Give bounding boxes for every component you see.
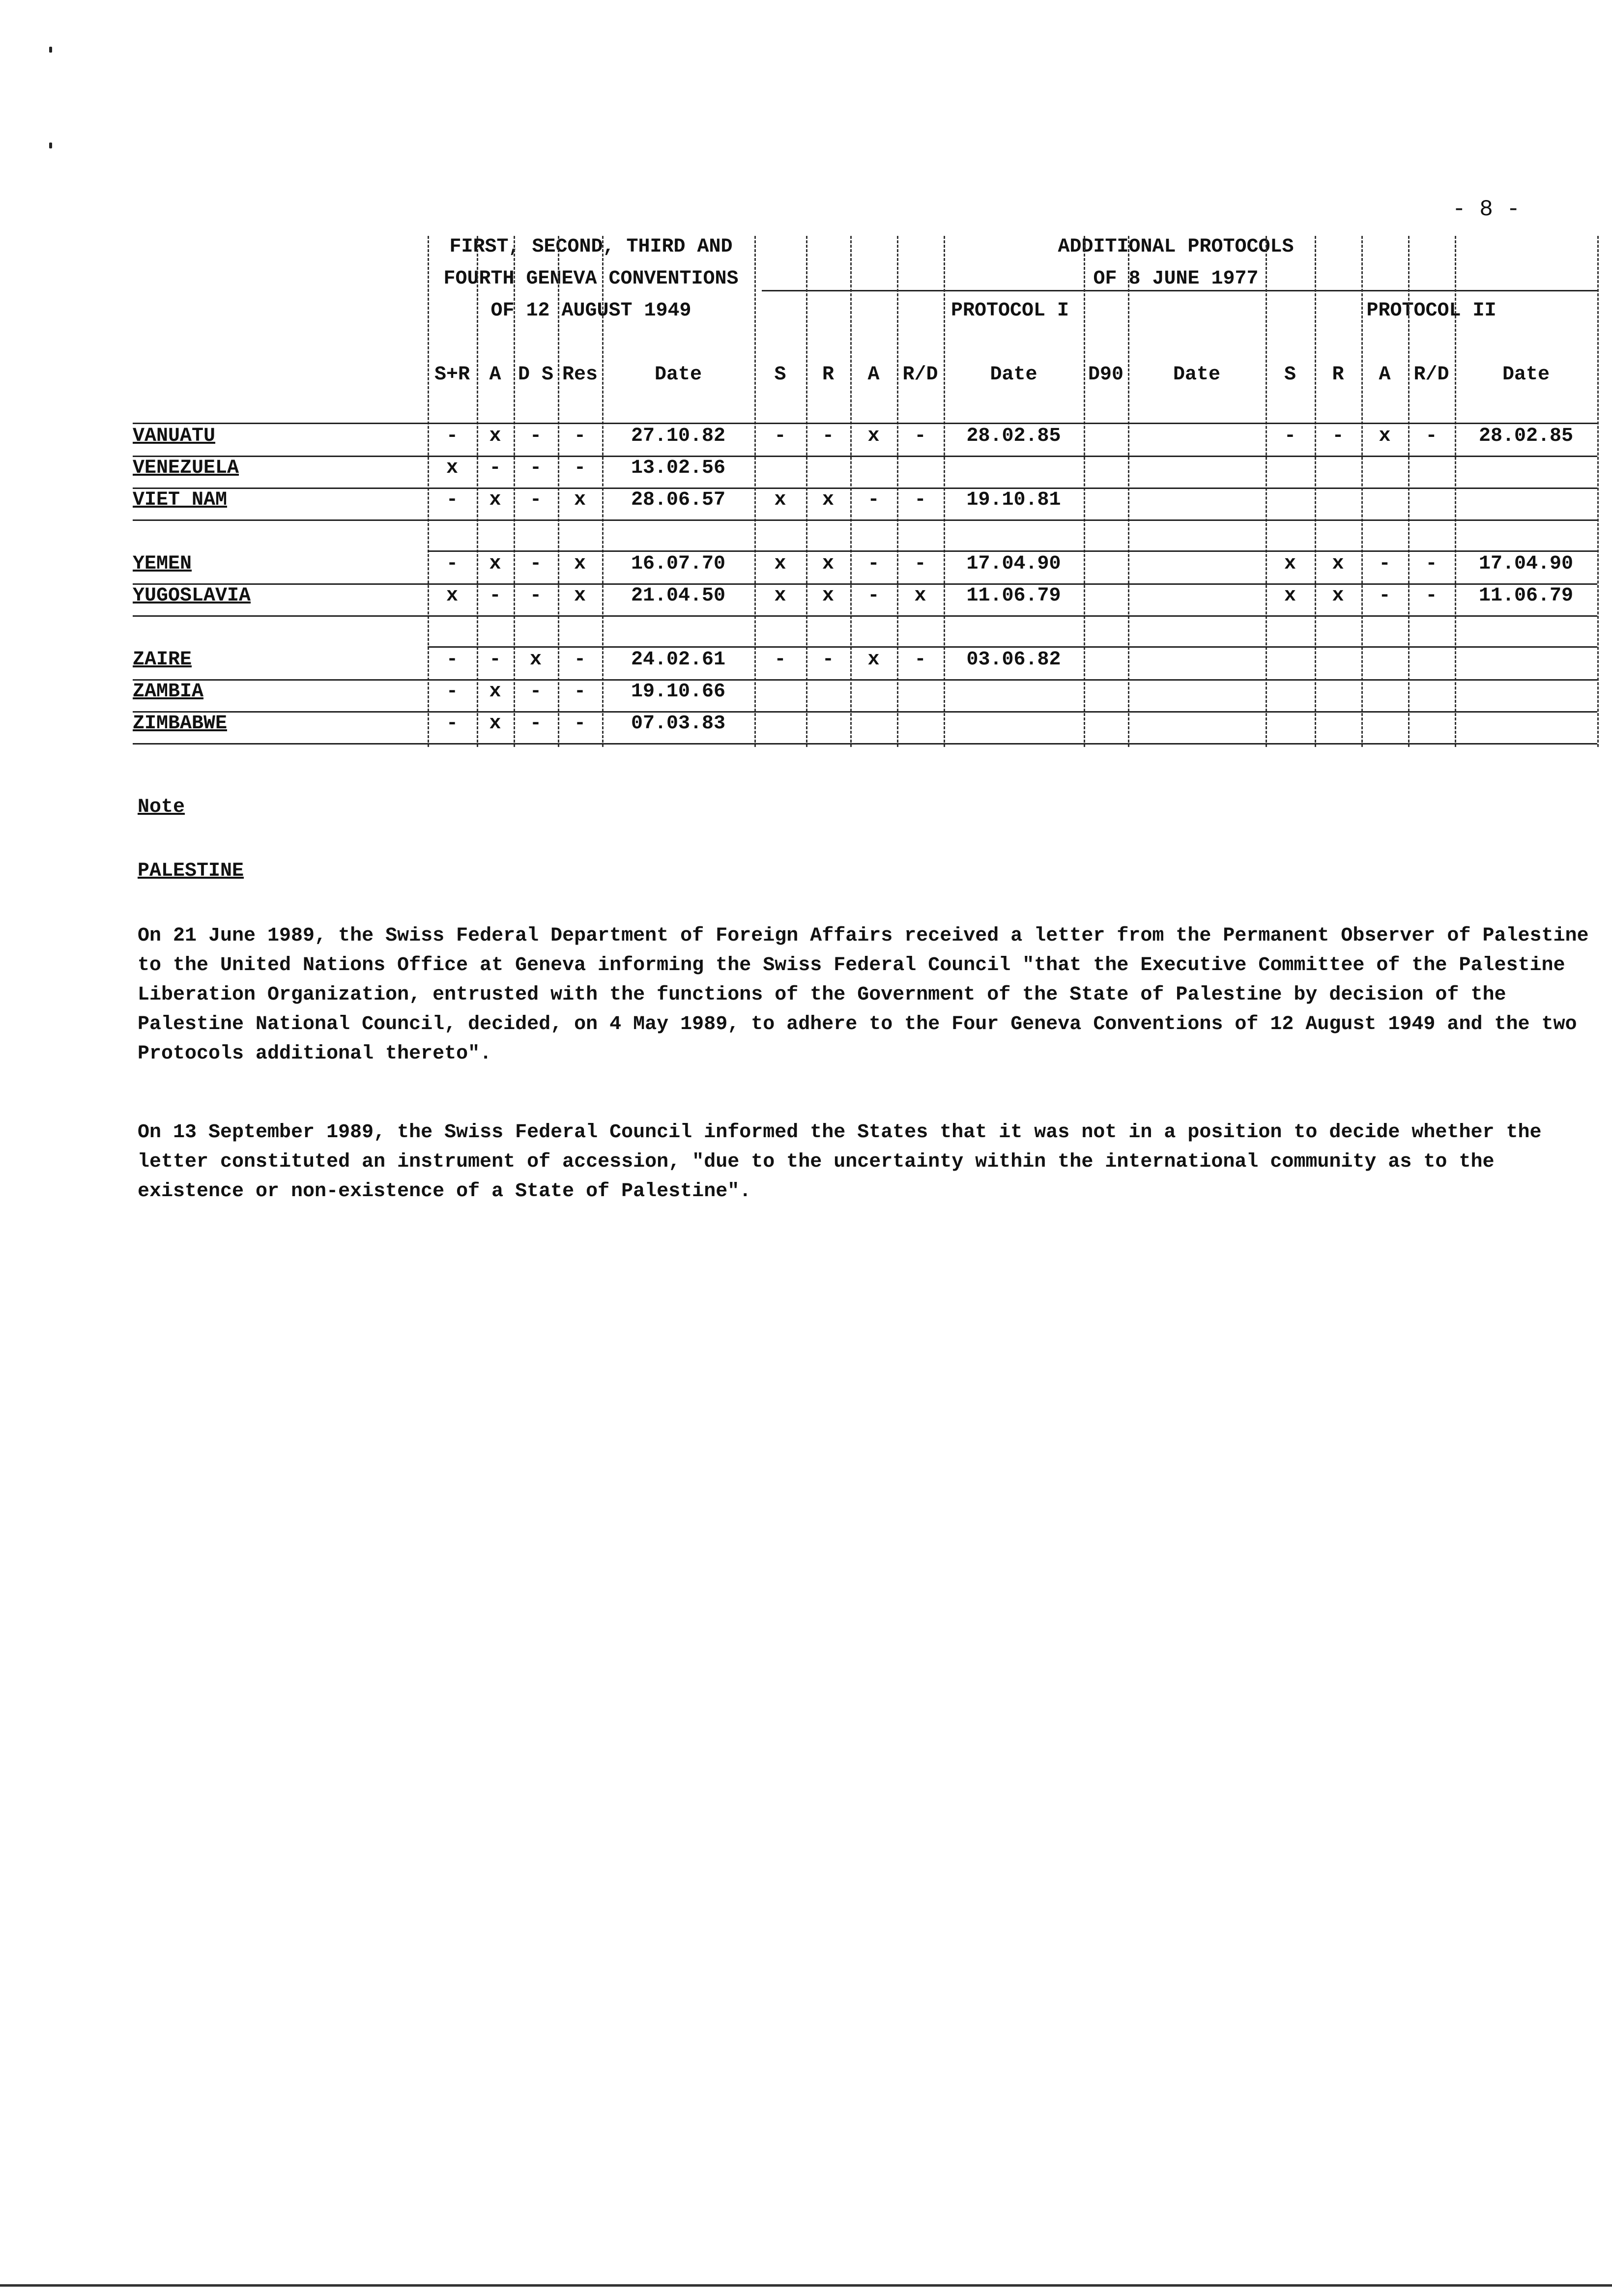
conventions-cell: - bbox=[446, 425, 458, 447]
conventions-cell: - bbox=[446, 713, 458, 735]
protocol-1-column-header: R bbox=[822, 364, 834, 386]
conventions-cell: x bbox=[489, 553, 501, 575]
protocol-2-header: PROTOCOL II bbox=[1366, 300, 1497, 322]
row-rule bbox=[133, 711, 1597, 713]
protocol-2-cell: x bbox=[1332, 553, 1344, 575]
column-separator bbox=[1266, 236, 1267, 747]
protocol-1-cell: - bbox=[914, 489, 926, 511]
protocol-1-cell: - bbox=[774, 649, 786, 671]
protocol-2-cell: - bbox=[1379, 553, 1391, 575]
protocol-1-column-header: D90 bbox=[1088, 364, 1123, 386]
row-rule bbox=[133, 615, 1597, 617]
protocol-1-cell: - bbox=[867, 585, 880, 607]
note-subject: PALESTINE bbox=[138, 860, 244, 882]
column-separator bbox=[1128, 236, 1129, 747]
conventions-cell: 19.10.66 bbox=[631, 681, 726, 703]
conventions-cell: - bbox=[529, 681, 542, 703]
conventions-cell: - bbox=[446, 649, 458, 671]
column-separator bbox=[1315, 236, 1316, 747]
country-name: ZAMBIA bbox=[133, 681, 204, 703]
row-rule bbox=[133, 456, 1597, 457]
protocol-1-cell: 19.10.81 bbox=[966, 489, 1061, 511]
bottom-rule bbox=[0, 2284, 1612, 2287]
conventions-header-line: FOURTH GENEVA CONVENTIONS bbox=[443, 268, 739, 290]
protocol-2-cell: - bbox=[1425, 585, 1438, 607]
conventions-column-header: Date bbox=[654, 364, 702, 386]
protocol-2-column-header: R bbox=[1332, 364, 1344, 386]
conventions-cell: - bbox=[489, 457, 501, 479]
protocol-1-cell: x bbox=[822, 553, 834, 575]
protocol-1-column-header: Date bbox=[1173, 364, 1220, 386]
protocol-1-cell: - bbox=[914, 553, 926, 575]
protocol-2-cell: - bbox=[1425, 425, 1438, 447]
protocol-1-cell: x bbox=[774, 489, 786, 511]
header-rule bbox=[762, 290, 1597, 291]
country-name: VENEZUELA bbox=[133, 457, 239, 479]
conventions-cell: - bbox=[529, 489, 542, 511]
spacer-rule bbox=[428, 646, 1597, 648]
protocol-1-cell: - bbox=[914, 649, 926, 671]
conventions-cell: - bbox=[446, 553, 458, 575]
column-separator bbox=[1408, 236, 1410, 747]
conventions-cell: x bbox=[574, 489, 586, 511]
protocol-1-cell: 11.06.79 bbox=[966, 585, 1061, 607]
scan-speck bbox=[49, 143, 52, 148]
protocol-2-column-header: A bbox=[1379, 364, 1391, 386]
conventions-cell: x bbox=[489, 681, 501, 703]
conventions-cell: - bbox=[574, 649, 586, 671]
country-name: YEMEN bbox=[133, 553, 192, 575]
protocol-2-cell: 11.06.79 bbox=[1478, 585, 1574, 607]
protocol-1-cell: 03.06.82 bbox=[966, 649, 1061, 671]
row-rule bbox=[133, 679, 1597, 681]
protocol-1-cell: x bbox=[822, 489, 834, 511]
protocol-1-cell: - bbox=[867, 553, 880, 575]
note-paragraph-2: On 13 September 1989, the Swiss Federal Council informed the States that it was not in a position to decide whether the letter constituted an instrument of accession, "due to the uncertainty within the international community as to the existence or non-existence of a State of Palestine". bbox=[138, 1121, 1542, 1203]
protocol-1-cell: - bbox=[867, 489, 880, 511]
conventions-cell: 13.02.56 bbox=[631, 457, 726, 479]
protocol-2-column-header: S bbox=[1284, 364, 1296, 386]
conventions-cell: - bbox=[529, 585, 542, 607]
conventions-cell: - bbox=[529, 457, 542, 479]
protocol-1-cell: - bbox=[774, 425, 786, 447]
protocol-1-cell: - bbox=[822, 649, 834, 671]
protocol-1-cell: x bbox=[774, 585, 786, 607]
conventions-cell: x bbox=[446, 585, 458, 607]
country-name: YUGOSLAVIA bbox=[133, 585, 251, 607]
conventions-cell: - bbox=[574, 425, 586, 447]
protocol-2-cell: - bbox=[1332, 425, 1344, 447]
protocol-1-cell: 28.02.85 bbox=[966, 425, 1061, 447]
conventions-cell: 21.04.50 bbox=[631, 585, 726, 607]
additional-protocols-header-line: OF 8 JUNE 1977 bbox=[1093, 268, 1259, 290]
protocol-2-cell: 28.02.85 bbox=[1478, 425, 1574, 447]
conventions-header-line: FIRST, SECOND, THIRD AND bbox=[449, 236, 733, 258]
country-name: ZIMBABWE bbox=[133, 713, 228, 735]
protocol-2-cell: x bbox=[1379, 425, 1391, 447]
conventions-cell: - bbox=[489, 585, 501, 607]
conventions-cell: 28.06.57 bbox=[631, 489, 726, 511]
column-separator bbox=[1597, 236, 1599, 747]
conventions-cell: 24.02.61 bbox=[631, 649, 726, 671]
row-rule bbox=[133, 519, 1597, 521]
protocol-1-column-header: R/D bbox=[902, 364, 938, 386]
conventions-cell: - bbox=[529, 425, 542, 447]
conventions-column-header: Res bbox=[562, 364, 598, 386]
conventions-column-header: S+R bbox=[434, 364, 470, 386]
conventions-cell: 27.10.82 bbox=[631, 425, 726, 447]
country-name: ZAIRE bbox=[133, 649, 192, 671]
conventions-cell: 16.07.70 bbox=[631, 553, 726, 575]
scan-speck bbox=[49, 47, 52, 53]
protocol-1-cell: x bbox=[774, 553, 786, 575]
conventions-header-line: OF 12 AUGUST 1949 bbox=[490, 300, 691, 322]
protocol-1-cell: 17.04.90 bbox=[966, 553, 1061, 575]
conventions-cell: x bbox=[489, 425, 501, 447]
protocol-2-cell: 17.04.90 bbox=[1478, 553, 1574, 575]
column-separator bbox=[1361, 236, 1363, 747]
conventions-cell: 07.03.83 bbox=[631, 713, 726, 735]
header-bottom-rule bbox=[133, 423, 1597, 424]
protocol-1-column-header: Date bbox=[990, 364, 1037, 386]
protocol-1-column-header: A bbox=[867, 364, 880, 386]
protocol-1-column-header: S bbox=[774, 364, 786, 386]
country-name: VIET NAM bbox=[133, 489, 228, 511]
conventions-cell: - bbox=[529, 553, 542, 575]
protocol-2-column-header: Date bbox=[1502, 364, 1550, 386]
protocol-2-cell: x bbox=[1284, 585, 1296, 607]
page-number: - 8 - bbox=[1452, 197, 1521, 222]
note-label: Note bbox=[138, 796, 185, 818]
conventions-cell: x bbox=[446, 457, 458, 479]
column-separator bbox=[1084, 236, 1085, 747]
protocol-2-cell: - bbox=[1425, 553, 1438, 575]
conventions-cell: - bbox=[574, 681, 586, 703]
protocol-1-cell: - bbox=[914, 425, 926, 447]
protocol-1-cell: x bbox=[867, 649, 880, 671]
protocol-2-cell: - bbox=[1284, 425, 1296, 447]
conventions-cell: - bbox=[489, 649, 501, 671]
conventions-cell: - bbox=[574, 457, 586, 479]
conventions-cell: - bbox=[446, 489, 458, 511]
protocol-2-cell: x bbox=[1332, 585, 1344, 607]
column-separator bbox=[1455, 236, 1456, 747]
conventions-column-header: A bbox=[489, 364, 501, 386]
conventions-cell: x bbox=[574, 585, 586, 607]
protocol-1-header: PROTOCOL I bbox=[950, 300, 1069, 322]
conventions-cell: - bbox=[446, 681, 458, 703]
protocol-2-cell: - bbox=[1379, 585, 1391, 607]
conventions-cell: x bbox=[489, 489, 501, 511]
note-paragraph-1: On 21 June 1989, the Swiss Federal Department of Foreign Affairs received a letter from the Permanent Observer of Palestine to the United Nations Office at Geneva informing the Swiss Federal Council "that the Executive Committee of the Palestine Liberation Organization, entrusted with the functions of the Government of the State of Palestine by decision of the Palestine National Council, decided, on 4 May 1989, to adhere to the Four Geneva Conventions of 12 August 1949 and the two Protocols additional thereto". bbox=[138, 925, 1589, 1065]
row-rule bbox=[133, 743, 1597, 745]
protocol-1-cell: x bbox=[867, 425, 880, 447]
protocol-1-cell: - bbox=[822, 425, 834, 447]
protocol-2-column-header: R/D bbox=[1413, 364, 1449, 386]
conventions-cell: - bbox=[529, 713, 542, 735]
country-name: VANUATU bbox=[133, 425, 216, 447]
protocol-1-cell: x bbox=[914, 585, 926, 607]
protocol-2-cell: x bbox=[1284, 553, 1296, 575]
protocol-1-cell: x bbox=[822, 585, 834, 607]
conventions-cell: - bbox=[574, 713, 586, 735]
spacer-rule bbox=[428, 550, 1597, 552]
additional-protocols-header-line: ADDITIONAL PROTOCOLS bbox=[1058, 236, 1294, 258]
conventions-cell: x bbox=[529, 649, 542, 671]
conventions-cell: x bbox=[574, 553, 586, 575]
conventions-column-header: D S bbox=[518, 364, 553, 386]
conventions-cell: x bbox=[489, 713, 501, 735]
